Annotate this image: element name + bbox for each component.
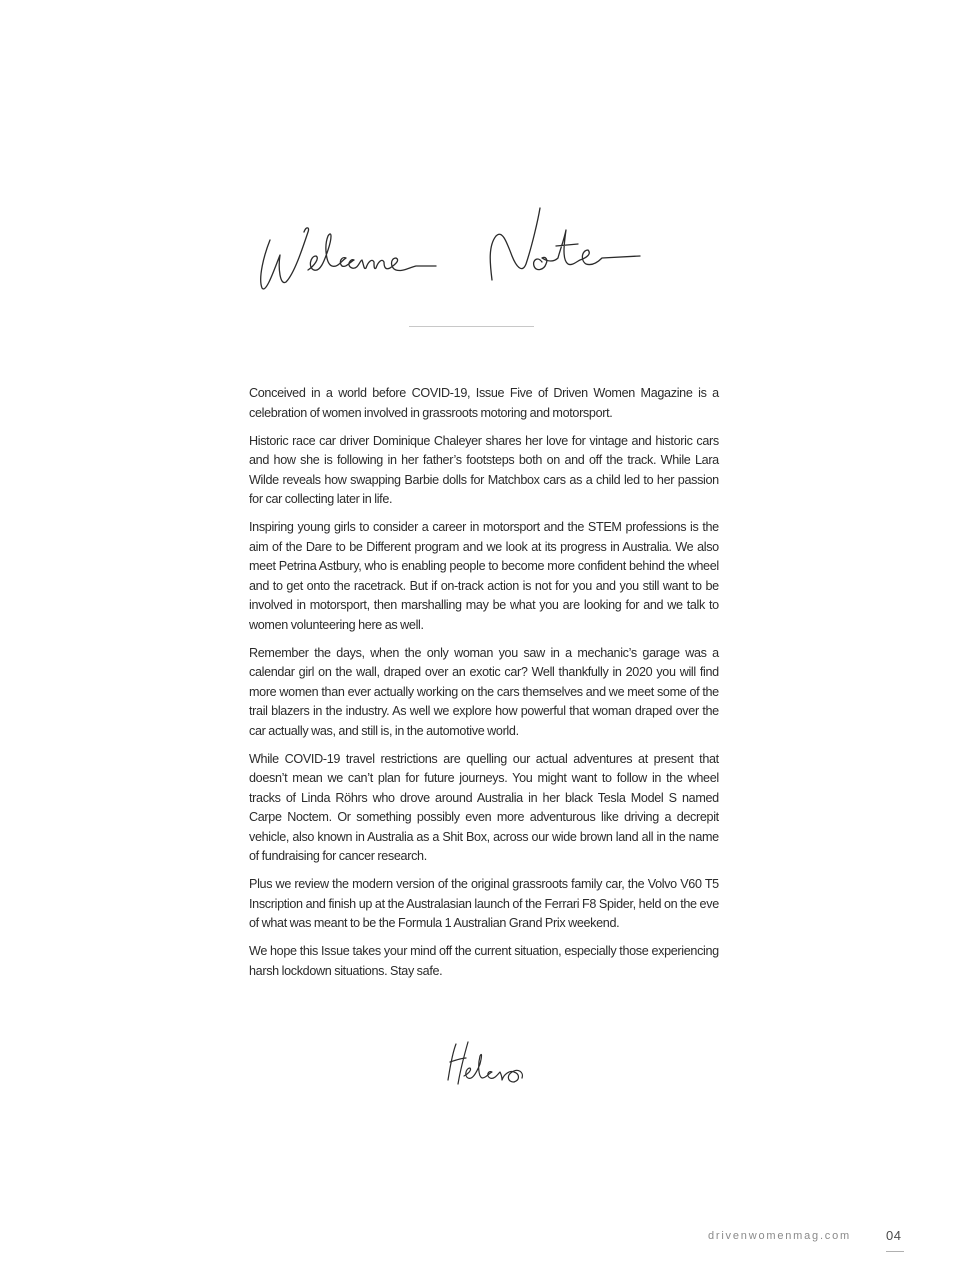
helen-signature xyxy=(440,1036,530,1096)
heading-text xyxy=(0,0,1,1)
body-paragraph: Conceived in a world before COVID-19, Issue Five of Driven Women Magazine is a celebration of women involved in grassroots motoring and motorsport. xyxy=(249,385,719,420)
body-paragraph: Historic race car driver Dominique Chaleyer shares her love for vintage and historic cars and how she is following in her father’s footsteps both on and off the track. While Lara Wilde reveals how swapping Barbie dolls for Matchbox cars as a child led to her passion for car collecting later in life. xyxy=(249,432,719,506)
signature-text xyxy=(0,0,1,1)
body-paragraph: While COVID-19 travel restrictions are quelling our actual adventures at present that doesn’t mean we can’t plan for future journeys. You might want to follow in the wheel tracks of Linda Röhrs who drove around Australia in her black Tesla Model S named Carpe Noctem. Or something possibly even more adventurous like driving a decrepit vehicle, also known in Australia as a Shit Box, across our wide brown land all in the name of fundraising for cancer research. xyxy=(249,750,719,863)
page-number-underline xyxy=(886,1251,904,1252)
heading-divider xyxy=(409,326,534,327)
page-number: 04 xyxy=(886,1228,902,1243)
body-paragraph: Plus we review the modern version of the original grassroots family car, the Volvo V60 T5 Inscription and finish up at the Australasian launch of the Ferrari F8 Spider, held on the eve of what was meant to be the Formula 1 Australian Grand Prix weekend. xyxy=(249,876,719,930)
article-body xyxy=(249,383,719,989)
body-paragraph: We hope this Issue takes your mind off the current situation, especially those experiencing harsh lockdown situations. Stay safe. xyxy=(249,943,719,978)
welcome-note-heading xyxy=(250,200,650,300)
body-paragraph: Remember the days, when the only woman you saw in a mechanic’s garage was a calendar girl on the wall, draped over an exotic car? Well thankfully in 2020 you will find more women than ever actually working on the cars themselves and we meet some of the trail blazers in the industry. As well we explore how powerful that woman draped over the car actually was, and still is, in the automotive world. xyxy=(249,644,719,738)
body-paragraph: Inspiring young girls to consider a career in motorsport and the STEM professions is the aim of the Dare to be Different program and we look at its progress in Australia. We also meet Petrina Astbury, who is enabling people to become more confident behind the wheel and to get onto the racetrack. But if on-track action is not for you and you still want to be involved in motorsport, then marshalling may be what you are looking for and we talk to women volunteering here as well. xyxy=(249,519,719,632)
footer-website-url: drivenwomenmag.com xyxy=(707,1230,851,1242)
